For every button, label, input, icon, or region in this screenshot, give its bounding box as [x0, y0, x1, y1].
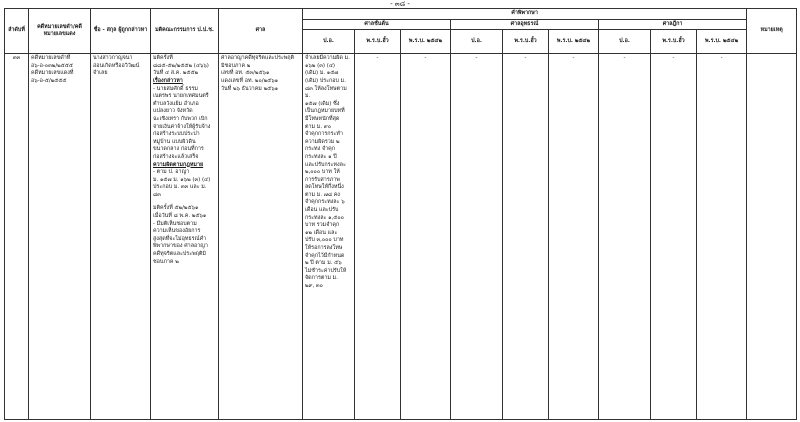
verdict-line: และปรับกระทงละ [305, 161, 346, 168]
accusation-line: หมู่บ้าน แบบผิวดิน [153, 138, 196, 145]
header-supreme-court: ศาลฎีกา [599, 19, 747, 30]
offense-line: - ตาม ป. อาญา [153, 169, 190, 176]
appeal-pa-cell: - [451, 54, 503, 420]
header-appeal-court: ศาลอุทธรณ์ [451, 19, 599, 30]
verdict-line: ๒๙, ๓๐ [305, 283, 323, 289]
name-line: จำเลย [93, 70, 108, 77]
table-row [5, 54, 797, 420]
case-line: อ๖-อ-๕/๒๕๕๕ [31, 77, 67, 84]
court-line: เลขที่ อท. ๕๓/๒๕๖๑ [221, 70, 270, 77]
verdict-line: จำคุกกระทงละ ๖ [305, 199, 345, 206]
accusation-line: ก่อสร้างจะแล้วเสร็จ [153, 153, 199, 160]
verdict-line: ๘๓ ให้ลงโทษตาม ม. [305, 85, 347, 100]
header-name: ชื่อ - สกุล ผู้ถูกกล่าวหา [91, 9, 151, 54]
verdict-line: ๑๒ เดือน และ [305, 229, 338, 236]
verdict-line: จำคุกการกระทำ [305, 131, 343, 138]
supreme-2542-cell: - [697, 54, 747, 420]
first-court-pa-cell [303, 54, 355, 420]
resolution-line: ๘๘๕-๕๒/๒๕๕๒ (๔๖๖) [153, 62, 209, 69]
page-number: - ๓๘ - [390, 0, 410, 8]
header-appeal-hua: พ.ร.บ.ฮั้ว [503, 30, 549, 54]
accusation-heading: เรื่องกล่าวหา [153, 77, 183, 84]
row-number: ๓๓ [5, 54, 29, 420]
case-line: คดีหมายเลขดำที่ [31, 55, 71, 62]
verdict-line: มีโทษหนักที่สุด [305, 115, 340, 122]
supreme-hua-cell: - [651, 54, 697, 420]
accusation-line: ตำบลวังแย้ม อำเภอ [153, 100, 199, 107]
court-line: วันที่ ๒๖ ธันวาคม ๒๕๖๑ [221, 85, 279, 92]
verdict-line: ๑๕๗ (เดิม) ซึ่ง [305, 100, 340, 107]
header-verdict: คำพิพากษา [303, 9, 747, 20]
resolution2-line: คดีทุจริตและประพฤติมิ [153, 251, 206, 258]
header-first-pa: ป.อ. [303, 30, 355, 54]
case-number-cell [29, 54, 91, 420]
verdict-line: ให้รอการลงโทษ [305, 245, 343, 252]
resolution2-line: สูงสุดที่จะไม่อุทธรณ์คำ [153, 235, 207, 242]
court-line: ศาลอาญาคดีทุจริตและประพฤติ [221, 55, 295, 62]
resolution-cell [151, 54, 219, 420]
header-no: ลำดับที่ [5, 9, 29, 54]
accusation-line: - นายสมศักดิ์ ธรรม [153, 85, 198, 92]
verdict-table [4, 8, 797, 420]
name-line: อ่อนเกิดหรืออวิวัฒน์ [93, 62, 140, 69]
resolution2-line: เมื่อวันที่ ๘ พ.ค. ๒๕๖๑ [153, 213, 207, 220]
resolution2-line: ชอบภาค ๒ [153, 258, 179, 265]
offense-heading: ความผิดตามกฎหมาย [153, 161, 204, 168]
verdict-line: ตาม ม. ๗๘ คง [305, 191, 340, 198]
header-first-2542: พ.ร.บ. ๒๕๔๒ [401, 30, 451, 54]
offense-line: ๘๓ [153, 191, 161, 198]
verdict-line: ๑๖๒ (๓) (๔) [305, 62, 336, 69]
court-line: แดงเลขที่ อท. ๒๐/๒๕๖๑ [221, 77, 279, 84]
resolution2-line: ความเห็นของอัยการ [153, 228, 201, 235]
header-case: คดีหมายเลขดำ/คดีหมายเลขแดง [29, 9, 91, 54]
first-court-hua-cell: - [355, 54, 401, 420]
verdict-line: ลดโทษให้กึ่งหนึ่ง [305, 184, 344, 191]
verdict-line: การรับสารภาพ [305, 176, 340, 183]
verdict-line: ๒ ปี ตาม ม. ๕๖ [305, 260, 342, 267]
resolution-line: มติครั้งที่ [153, 55, 173, 62]
accusation-line: จ่ายเงินค่าจ้างให้ผู้รับจ้าง [153, 123, 211, 130]
verdict-line: กระทงละ ๑ ปี [305, 153, 337, 160]
first-court-2542-cell: - [401, 54, 451, 420]
verdict-line: จัดการตาม ม. [305, 275, 338, 282]
verdict-line: กระทงละ ๑,๕๐๐ [305, 214, 344, 221]
header-resolution: มติคณะกรรมการ ป.ป.ช. [151, 9, 219, 54]
appeal-2542-cell: - [549, 54, 599, 420]
accusation-line: เนตรพร นายกเทศมนตรี [153, 93, 209, 100]
header-supreme-2542: พ.ร.บ. ๒๕๔๒ [697, 30, 747, 54]
verdict-line: กระทง จำคุก [305, 146, 336, 153]
accusation-line: ฉะเชิงเทรา กับพวก เบิก [153, 115, 208, 122]
appeal-hua-cell: - [503, 54, 549, 420]
verdict-line: ตาม ม. ๙๐ [305, 123, 332, 130]
verdict-line: จำคุกไว้มีกำหนด [305, 252, 345, 259]
verdict-line: บาท รวมจำคุก [305, 222, 340, 229]
verdict-line: ความผิดรวม ๒ [305, 138, 340, 145]
case-line: อ๖-อ-๐๓๒/๒๕๕๕ [31, 62, 73, 69]
verdict-line: (เดิม) ประกอบ ม. [305, 77, 346, 84]
header-supreme-hua: พ.ร.บ.ฮั้ว [651, 30, 697, 54]
supreme-pa-cell: - [599, 54, 651, 420]
verdict-line: เดือน และปรับ [305, 207, 339, 214]
verdict-line: ปรับ ๓,๐๐๐ บาท [305, 237, 344, 244]
remark-cell [747, 54, 797, 420]
court-cell [219, 54, 303, 420]
offense-line: ประกอบ ม. ๓๓ และ ม. [153, 184, 207, 191]
case-line: คดีหมายเลขแดงที่ [31, 70, 74, 77]
header-remark: หมายเหตุ [747, 9, 797, 54]
accusation-line: ขนาดกลาง ก่อนที่การ [153, 146, 204, 153]
verdict-line: ไม่ชำระค่าปรับให้ [305, 267, 347, 274]
accusation-line: แปลงยาว จังหวัด [153, 108, 193, 115]
verdict-line: ๒,๐๐๐ บาท ให้ [305, 169, 340, 176]
verdict-line: (เดิม) ม. ๑๕๗ [305, 70, 339, 77]
resolution2-line: พิพากษาของ ศาลอาญา [153, 243, 208, 250]
verdict-line: จำเลยมีความผิด ม. [305, 55, 350, 62]
verdict-line: เป็นกฎหมายบทที่ [305, 108, 345, 115]
resolution2-line: - มีมติเห็นชอบตาม [153, 220, 197, 227]
offense-line: ม. ๑๕๗ ม. ๑๖๒ (๓) (๔) [153, 176, 211, 183]
accused-name-cell [91, 54, 151, 420]
header-first-hua: พ.ร.บ.ฮั้ว [355, 30, 401, 54]
header-appeal-pa: ป.อ. [451, 30, 503, 54]
resolution2-line: มติครั้งที่ ๕๒/๒๕๖๑ [153, 205, 199, 212]
header-appeal-2542: พ.ร.บ. ๒๕๔๒ [549, 30, 599, 54]
accusation-line: ก่อสร้างระบบประปา [153, 131, 200, 138]
name-line: นางสาวกาญจนา [93, 55, 133, 62]
header-supreme-pa: ป.อ. [599, 30, 651, 54]
header-first-court: ศาลชั้นต้น [303, 19, 451, 30]
resolution-line: วันที่ ๔ ส.ค. ๒๕๕๒ [153, 70, 199, 77]
header-court: ศาล [219, 9, 303, 54]
court-line: มิชอบภาค ๒ [221, 62, 251, 69]
